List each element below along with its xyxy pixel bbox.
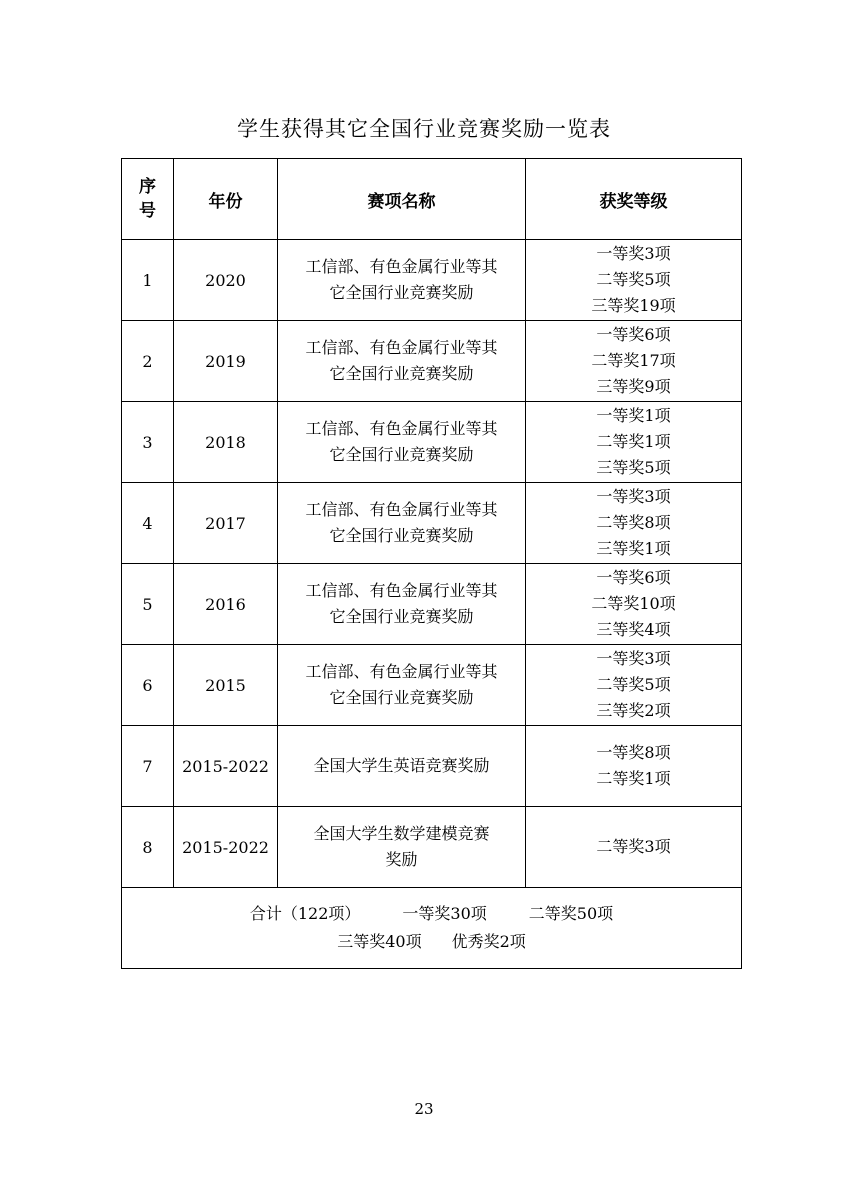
row-level-item: 三等奖1项 [596,539,671,558]
header-index-line1: 序 [139,177,156,197]
row-level [526,240,742,321]
total-first: 一等奖30项 [402,904,487,923]
row-year: 2016 [174,564,278,645]
row-name-line2: 它全国行业竞赛奖励 [329,283,474,302]
row-index: 7 [122,726,174,807]
row-level [526,645,742,726]
row-index: 8 [122,807,174,888]
page-title: 学生获得其它全国行业竞赛奖励一览表 [237,117,611,141]
row-year: 2020 [174,240,278,321]
row-level-item: 一等奖6项 [596,325,671,344]
row-name [278,402,526,483]
row-index: 2 [122,321,174,402]
row-level-item: 二等奖3项 [596,837,671,856]
row-name-line2: 它全国行业竞赛奖励 [329,445,474,464]
row-name [278,321,526,402]
row-year: 2015 [174,645,278,726]
page-number: 23 [414,1100,434,1118]
row-level [526,564,742,645]
row-name [278,564,526,645]
row-level-item: 二等奖10项 [591,594,676,613]
row-year: 2015-2022 [174,807,278,888]
row-level [526,726,742,807]
total-second: 二等奖50项 [528,904,614,923]
row-year: 2019 [174,321,278,402]
row-level-item: 三等奖2项 [596,701,671,720]
row-level-item: 一等奖6项 [596,568,671,587]
header-level: 获奖等级 [526,159,742,240]
row-level-item: 三等奖4项 [596,620,671,639]
table-row [122,564,742,645]
row-name-line2: 它全国行业竞赛奖励 [329,364,474,383]
row-name-line1: 工信部、有色金属行业等其 [305,662,498,681]
row-name-line2: 奖励 [385,850,418,869]
row-name [278,726,526,807]
row-index: 1 [122,240,174,321]
table-row [122,240,742,321]
row-year: 2015-2022 [174,726,278,807]
total-excellent: 优秀奖2项 [451,932,526,951]
row-name-line1: 全国大学生数学建模竞赛 [313,824,490,843]
row-name-line1: 工信部、有色金属行业等其 [305,338,498,357]
table-row [122,321,742,402]
row-level-item: 一等奖3项 [596,244,671,263]
awards-table [121,158,742,969]
table-header-row [122,159,742,240]
row-name-line1: 工信部、有色金属行业等其 [305,500,498,519]
table-body [122,240,742,888]
row-level-item: 二等奖17项 [591,351,676,370]
row-level-item: 二等奖8项 [596,513,671,532]
header-index-line2: 号 [139,201,156,221]
row-level-item: 二等奖1项 [596,769,671,788]
table-row [122,726,742,807]
table-row [122,402,742,483]
row-name [278,645,526,726]
header-name: 赛项名称 [278,159,526,240]
row-name [278,483,526,564]
row-index: 3 [122,402,174,483]
table-row [122,807,742,888]
row-level [526,321,742,402]
total-third: 三等奖40项 [337,932,422,951]
header-year: 年份 [174,159,278,240]
table-row [122,483,742,564]
row-level [526,807,742,888]
row-name-line1: 工信部、有色金属行业等其 [305,257,498,276]
table-row [122,645,742,726]
total-row [122,888,742,969]
row-name-line1: 全国大学生英语竞赛奖励 [313,756,490,775]
row-level-item: 一等奖3项 [596,649,671,668]
row-level-item: 一等奖3项 [596,487,671,506]
row-name-line1: 工信部、有色金属行业等其 [305,419,498,438]
total-cell [122,888,742,969]
row-index: 6 [122,645,174,726]
row-index: 5 [122,564,174,645]
total-label: 合计（122项） [249,904,361,923]
row-level-item: 三等奖9项 [596,377,671,396]
row-level-item: 三等奖19项 [591,296,676,315]
row-year: 2017 [174,483,278,564]
header-index [122,159,174,240]
row-name-line2: 它全国行业竞赛奖励 [329,526,474,545]
row-level-item: 二等奖1项 [596,432,671,451]
row-level-item: 二等奖5项 [596,675,671,694]
row-name-line1: 工信部、有色金属行业等其 [305,581,498,600]
row-level-item: 一等奖8项 [596,743,671,762]
row-name [278,240,526,321]
row-year: 2018 [174,402,278,483]
row-level-item: 一等奖1项 [596,406,671,425]
row-name [278,807,526,888]
row-level [526,483,742,564]
row-level-item: 二等奖5项 [596,270,671,289]
row-index: 4 [122,483,174,564]
row-level [526,402,742,483]
row-level-item: 三等奖5项 [596,458,671,477]
row-name-line2: 它全国行业竞赛奖励 [329,607,474,626]
row-name-line2: 它全国行业竞赛奖励 [329,688,474,707]
